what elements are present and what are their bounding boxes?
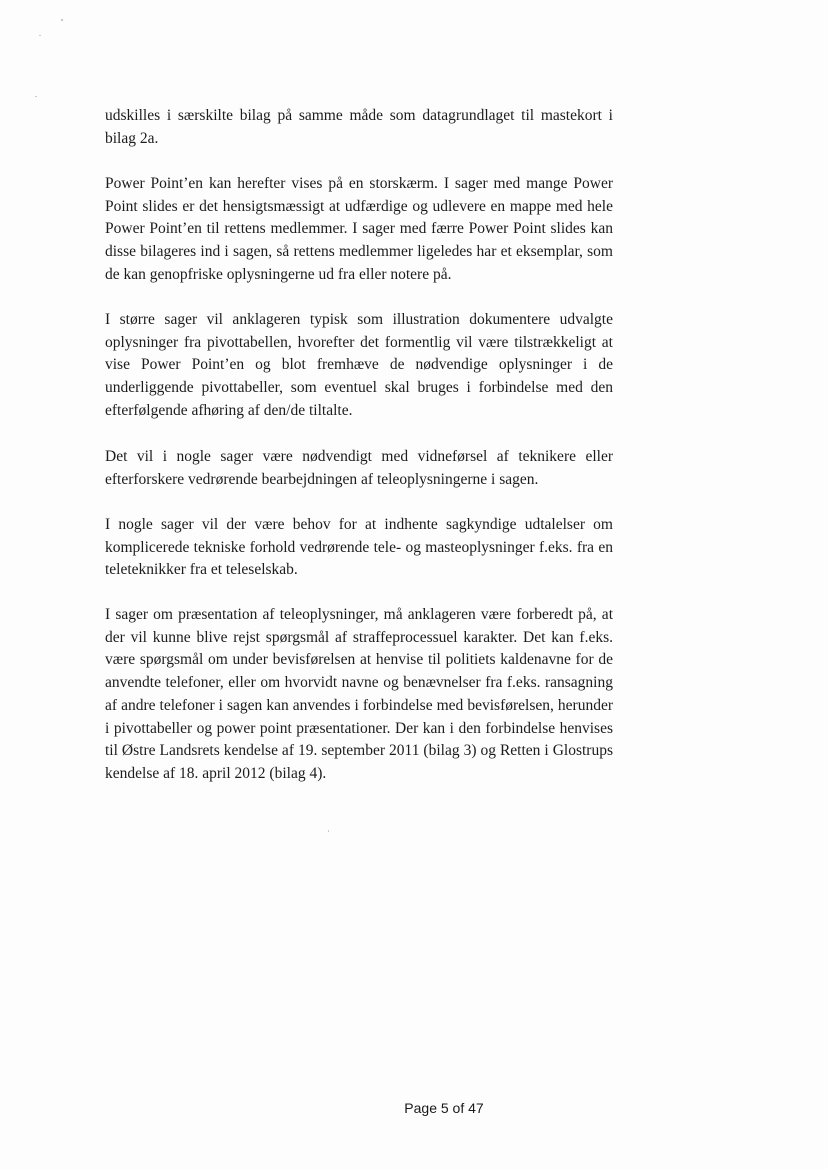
scan-speck (61, 19, 63, 21)
paragraph-4: Det vil i nogle sager være nødvendigt med vidneførsel af teknikere eller efterforskere vedrørende bearbejdningen af teleoplysningerne i sagen. (105, 448, 613, 488)
paragraph-3: I større sager vil anklageren typisk som illustration dokumentere udvalgte oplysninger fra pivottabellen, hvorefter det formentlig vil være tilstrækkeligt at vise Power Point’en og blot fremhæve de nødvendige oplysninger i de underliggende pivottabeller, som eventuel skal bruges i forbindelse med den efterfølgende afhøring af den/de tiltalte. (105, 311, 613, 419)
page-number-footer: Page 5 of 47 (404, 1100, 484, 1116)
paragraph-5: I nogle sager vil der være behov for at indhente sagkyndige udtalelser om komplicerede tekniske forhold vedrørende tele- og masteoplysninger f.eks. fra en teleteknikker fra et teleselskab. (105, 516, 613, 579)
scan-speck (39, 35, 41, 36)
paragraph-6: I sager om præsentation af teleoplysninger, må anklageren være forberedt på, at der vil kunne blive rejst spørgsmål af straffeprocessuel karakter. Det kan f.eks. være spørgsmål om under bevisførelsen at henvise til politiets kaldenavne for de anvendte telefoner, eller om hvorvidt navne og benævnelser fra f.eks. ransagning af andre telefoner i sagen kan anvendes i forbindelse med bevisførelsen, herunder i pivottabeller og power point præsentationer. Der kan i den forbindelse henvises til Østre Landsrets kendelse af 19. september 2011 (bilag 3) og Retten i Glostrups kendelse af 18. april 2012 (bilag 4). (105, 606, 613, 782)
scan-speck (328, 830, 329, 832)
paragraph-2: Power Point’en kan herefter vises på en storskærm. I sager med mange Power Point slides er det hensigtsmæssigt at udfærdige og udlevere en mappe med hele Power Point’en til rettens medlemmer. I sager med færre Power Point slides kan disse bilageres ind i sagen, så rettens medlemmer ligeledes har et eksemplar, som de kan genopfriske oplysningerne ud fra eller notere på. (105, 175, 613, 283)
scan-speck (35, 96, 37, 97)
paragraph-1: udskilles i særskilte bilag på samme måde som datagrundlaget til mastekort i bilag 2a. (105, 107, 613, 147)
